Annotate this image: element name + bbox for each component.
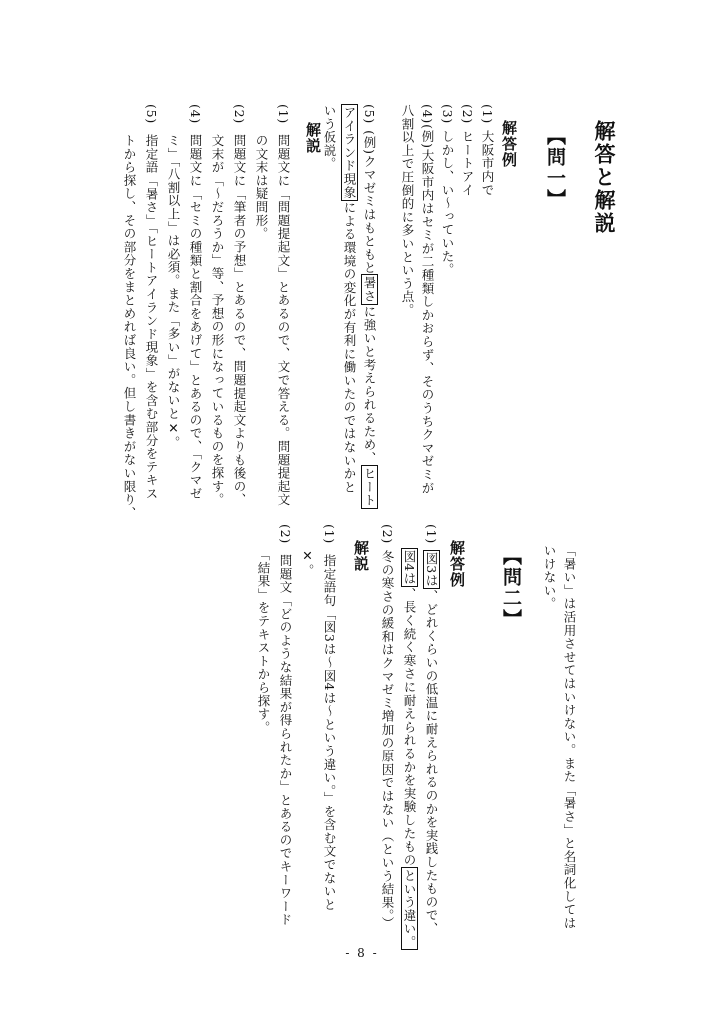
page-title: 解答と解説 [592, 120, 616, 235]
q1-kaisetsu-5-cont2: 「暑い」は活用させてはいけない。また「暑さ」と名詞化しては [562, 544, 577, 930]
q1-kaisetsu-heading: 解説 [304, 122, 322, 154]
q1-kaisetsu-5-cont3: いけない。 [542, 544, 557, 611]
q2-answer-heading: 解答例 [448, 540, 466, 588]
q2-answer-2: (2)冬の寒さの緩和はクマゼミ増加の原因ではない（という結果。） [380, 524, 395, 930]
q1-kaisetsu-4-cont: ミ」「八割以上」は必須。また「多い」がないと✕。 [166, 134, 181, 450]
q2-kaisetsu-2-cont: 「結果」をテキストから探す。 [256, 548, 271, 735]
q1-kaisetsu-1: (1)問題文に「問題提起文」とあるので、文で答える。問題提起文 [276, 104, 291, 507]
q1-answer-4-cont: 八割以上で圧倒的に多いという点。 [400, 104, 415, 317]
q1-answer-2: (2)ヒートアイ [460, 104, 475, 197]
q1-heading: 【問一】 [544, 126, 566, 210]
q2-answer-1-cont: 図4は、長く続く寒さに耐えられるかを実験したものという違い。 [402, 550, 417, 949]
q1-kaisetsu-1-cont: の文末は疑問形。 [254, 134, 269, 241]
q2-answer-1: (1)図3は、どれくらいの低温に耐えられるのかを実践したもので、 [424, 524, 439, 936]
q2-kaisetsu-1: (1)指定語句「図3は～図4は～という違い。」を含む文でないと [322, 524, 337, 912]
page-number: - 8 - [345, 946, 379, 960]
q1-answer-heading: 解答例 [500, 120, 518, 168]
q2-heading: 【問二】 [500, 546, 522, 630]
q1-answer-5-last: いう仮説。 [322, 104, 337, 171]
q1-kaisetsu-4: (4)問題文に「セミの種類と割合をあげて」とあるので、「クマゼ [188, 104, 203, 501]
q2-kaisetsu-2: (2)問題文「どのような結果が得られたか」とあるのでキーワード [278, 524, 293, 927]
q1-answer-5-cont: アイランド現象による環境の変化が有利に働いたのではないかと [342, 106, 357, 494]
q1-kaisetsu-5-cont: トから探し、その部分をまとめれば良い。但し書きがない限り、 [122, 134, 137, 520]
q1-kaisetsu-2-cont: 文末が「～だろうか」等、予想の形になっているものを探す。 [210, 134, 225, 507]
q1-answer-4: (4)(例)大阪市内はセミが二種類しかおらず、そのうちクマゼミが [420, 104, 435, 495]
q2-kaisetsu-heading: 解説 [352, 540, 370, 572]
q1-answer-5: (5)(例)クマゼミはもともと暑さに強いと考えられるため、ヒート [362, 104, 377, 507]
q1-kaisetsu-2: (2)問題文に「筆者の予想」とあるので、問題提起文よりも後の、 [232, 104, 247, 507]
q1-kaisetsu-5: (5)指定語「暑さ」「ヒートアイランド現象」を含む部分をテキス [144, 104, 159, 501]
q1-answer-1: (1)大阪市内で [480, 104, 495, 197]
q1-answer-3: (3)しかし、い～っていた。 [440, 104, 455, 277]
q2-kaisetsu-1-cont: ✕。 [300, 548, 315, 578]
